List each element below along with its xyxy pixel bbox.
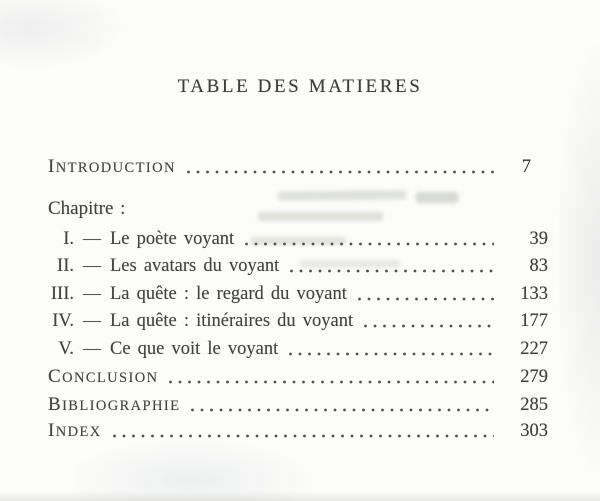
entry-label: BIBLIOGRAPHIE (48, 394, 181, 415)
page-number: 279 (520, 367, 548, 387)
toc-entry-chapter-1 (48, 228, 548, 250)
toc-entry-index (48, 420, 548, 442)
toc-entry-chapter-3 (48, 283, 548, 305)
entry-label: La quête : itinéraires du voyant (110, 311, 354, 331)
em-dash: — (83, 228, 101, 248)
entry-label: CONCLUSION (48, 366, 159, 387)
page-number: 39 (529, 229, 548, 249)
dot-leader (358, 297, 494, 301)
dot-leader (113, 434, 494, 438)
page-number: 133 (520, 284, 548, 304)
toc-entry-chapter-4 (48, 310, 548, 332)
toc-entry-conclusion (48, 366, 548, 388)
dot-leader (290, 269, 494, 273)
page-title: TABLE DES MATIERES (177, 76, 423, 97)
page-number: 303 (520, 421, 548, 441)
entry-label: INDEX (48, 420, 102, 441)
dot-leader (169, 380, 494, 384)
page-number: 227 (520, 339, 548, 359)
em-dash: — (83, 255, 101, 275)
dot-leader (364, 324, 494, 328)
chapter-numeral: III. (50, 284, 74, 304)
em-dash: — (83, 338, 101, 358)
entry-label: Le poète voyant (110, 229, 235, 249)
entry-label: INTRODUCTION (48, 156, 176, 177)
em-dash: — (83, 283, 101, 303)
page-number: 177 (520, 311, 548, 331)
page-number: 83 (529, 256, 548, 276)
dot-leader (187, 170, 494, 174)
toc-entry-chapter-2 (48, 255, 548, 277)
toc-entry-bibliographie (48, 394, 548, 416)
page-number: 285 (520, 395, 548, 415)
toc-entry-introduction (48, 156, 548, 178)
dot-leader (191, 408, 494, 412)
dot-leader (289, 352, 494, 356)
toc-entry-chapter-5 (48, 338, 548, 360)
entry-label: Ce que voit le voyant (110, 339, 279, 359)
entry-label: Les avatars du voyant (110, 256, 280, 276)
dot-leader (245, 242, 494, 246)
chapter-numeral: II. (57, 256, 74, 276)
chapter-numeral: V. (58, 339, 74, 359)
heading-label: Chapitre : (48, 198, 126, 219)
toc-heading-chapitre (48, 198, 548, 220)
chapter-numeral: I. (63, 229, 74, 249)
entry-label: La quête : le regard du voyant (110, 284, 347, 304)
em-dash: — (83, 310, 101, 330)
page-number: 7 (521, 157, 531, 177)
chapter-numeral: IV. (52, 311, 74, 331)
